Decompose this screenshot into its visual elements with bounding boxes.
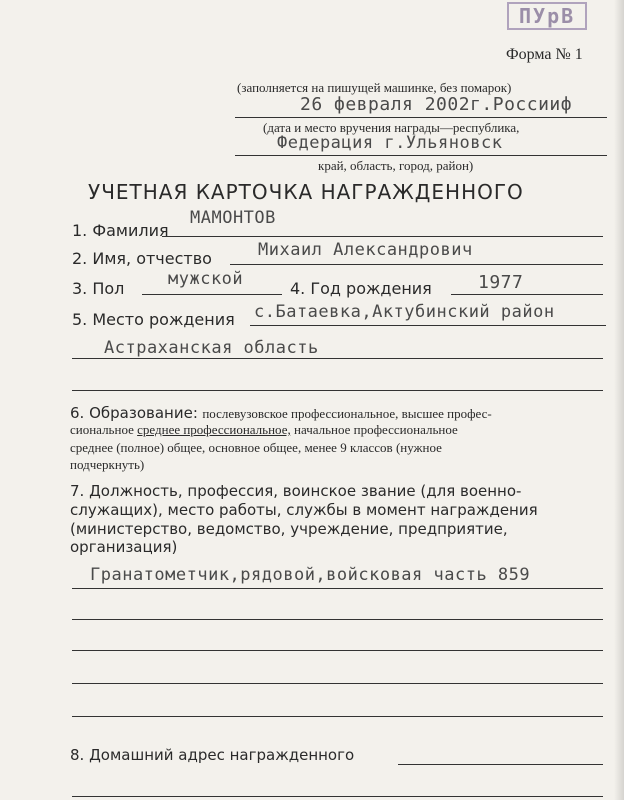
surname-line [162,236,603,237]
page-title: УЧЕТНАЯ КАРТОЧКА НАГРАЖДЕННОГО [88,180,524,204]
education-label: 6. Образование: [70,404,198,422]
birthplace-value-line-2: Астраханская область [104,338,319,358]
education-text-2c: начальное профессиональное [293,422,458,437]
position-value: Гранатометчик,рядовой,войсковая часть 859 [90,565,531,585]
award-date-value: 26 февраля 2002г.Россииф [300,94,573,115]
page-edge-shadow [614,0,624,800]
position-text-1: 7. Должность, профессия, воинское звание (для военно- [70,482,522,500]
award-date-line [235,117,607,118]
surname-value: МАМОНТОВ [190,208,276,228]
birth-year-line [451,294,603,295]
position-line-2 [72,619,603,620]
birthplace-line-1 [250,325,606,326]
education-text-2a: сиональное [70,422,134,437]
position-text-2: служащих), место работы, службы в момент награждения [70,501,538,519]
position-line-1 [72,588,603,589]
birth-year-value: 1977 [478,272,524,293]
birth-year-label: 4. Год рождения [290,279,432,298]
education-selected: среднее профессиональное, [137,422,291,437]
education-text-3: среднее (полное) общее, основное общее, менее 9 классов (нужное [70,440,442,455]
fill-instruction: (заполняется на пишущей машинке, без помарок) [237,80,512,95]
award-place-caption: (дата и место вручения награды—республика, [263,120,520,135]
sex-line [142,294,282,295]
education-text-4: подчеркнуть) [70,457,145,472]
position-text-3: (министерство, ведомство, учреждение, предприятие, [70,520,508,538]
award-region-value: Федерация г.Ульяновск [277,133,503,153]
name-label: 2. Имя, отчество [72,249,212,268]
registry-stamp: ПУрВ [507,2,587,30]
form-number: Форма № 1 [506,46,583,63]
position-line-4 [72,683,603,684]
address-label: 8. Домашний адрес награжденного [70,746,355,764]
birthplace-line-2 [72,358,603,359]
sex-value: мужской [168,269,244,289]
name-line [230,264,603,265]
award-region-line [235,155,607,156]
birthplace-line-3 [72,390,603,391]
education-text-1: послевузовское профессиональное, высшее профес- [202,406,492,421]
position-line-5 [72,716,603,717]
region-caption: край, область, город, район) [318,158,474,173]
address-line-1 [398,764,603,765]
surname-label: 1. Фамилия [72,221,169,240]
birthplace-label: 5. Место рождения [72,310,235,329]
birthplace-value-line-1: с.Батаевка,Актубинский район [254,302,555,322]
address-line-2 [72,796,603,797]
position-line-3 [72,650,603,651]
position-text-4: организация) [70,538,178,556]
sex-label: 3. Пол [72,279,125,298]
name-value: Михаил Александрович [258,240,473,260]
